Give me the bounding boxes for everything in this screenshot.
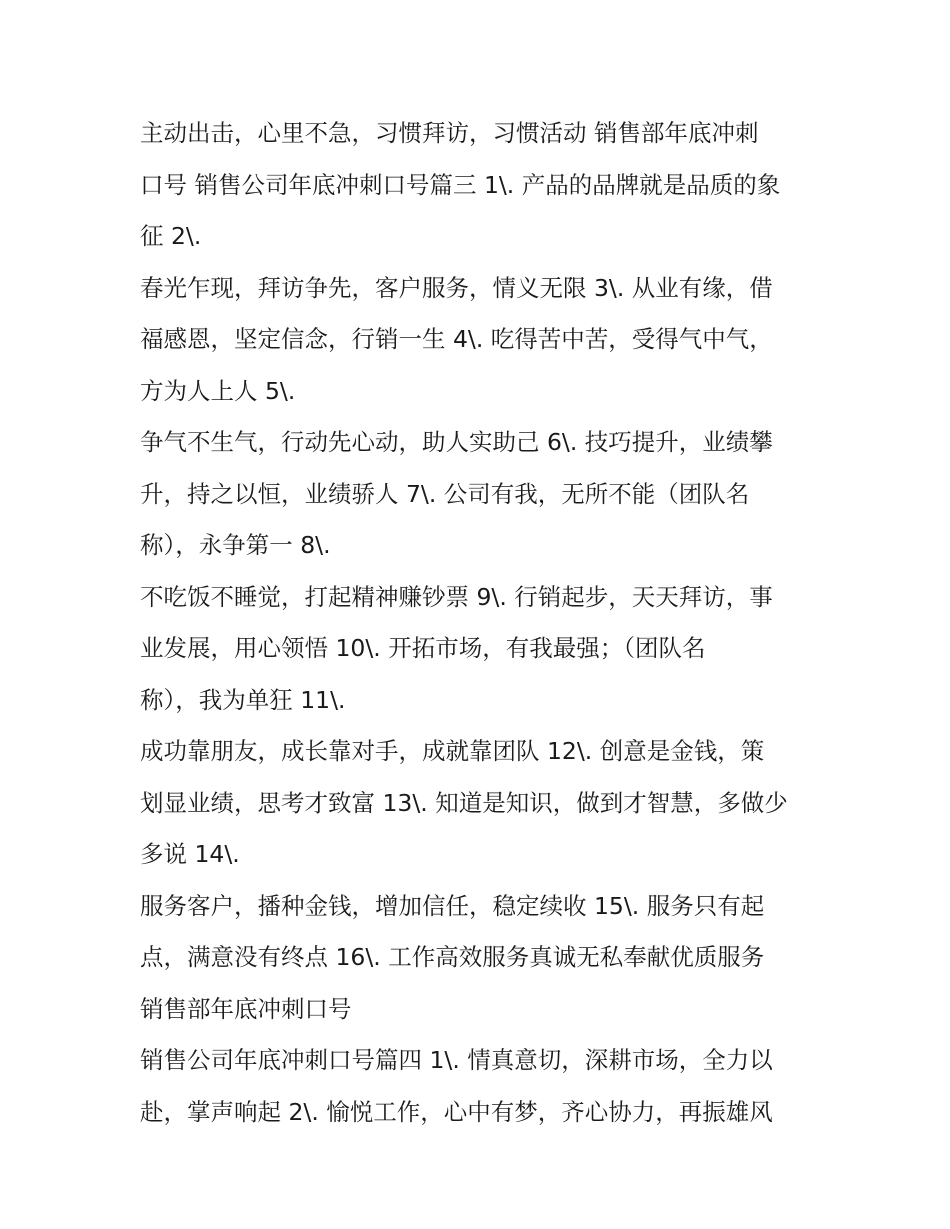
text-line: 服务客户，播种金钱，增加信任，稳定续收 15\. 服务只有起: [140, 891, 765, 920]
text-line: 销售公司年底冲刺口号篇四 1\. 情真意切，深耕市场，全力以: [140, 1046, 773, 1074]
text-line: 福感恩，坚定信念，行销一生 4\. 吃得苦中苦，受得气中气，: [140, 325, 773, 353]
text-line: 点，满意没有终点 16\. 工作高效服务真诚无私奉献优质服务: [140, 943, 765, 971]
body-text: [140, 108, 830, 1138]
text-line: 争气不生气，行动先心动，助人实助己 6\. 技巧提升，业绩攀: [140, 428, 773, 456]
text-line: 春光乍现，拜访争先，客户服务，情义无限 3\. 从业有缘，借: [140, 273, 773, 302]
text-line: 销售部年底冲刺口号: [140, 994, 352, 1023]
text-line: 成功靠朋友，成长靠对手，成就靠团队 12\. 创意是金钱，策: [140, 737, 765, 765]
text-line: 口号 销售公司年底冲刺口号篇三 1\. 产品的品牌就是品质的象: [140, 170, 781, 199]
text-line: 征 2\.: [140, 222, 202, 250]
text-line: 不吃饭不睡觉，打起精神赚钞票 9\. 行销起步，天天拜访，事: [140, 582, 773, 611]
text-line: 方为人上人 5\.: [140, 376, 296, 405]
text-line: 多说 14\.: [140, 840, 240, 868]
text-line: 主动出击，心里不急，习惯拜访，习惯活动 销售部年底冲刺: [140, 119, 759, 147]
text-line: 划显业绩，思考才致富 13\. 知道是知识，做到才智慧，多做少: [140, 788, 788, 817]
text-line: 赴，掌声响起 2\. 愉悦工作，心中有梦，齐心协力，再振雄风: [140, 1097, 773, 1126]
text-line: 称），永争第一 8\.: [140, 531, 331, 559]
text-line: 升，持之以恒，业绩骄人 7\. 公司有我，无所不能（团队名: [140, 479, 750, 508]
text-line: 业发展，用心领悟 10\. 开拓市场，有我最强；（团队名: [140, 634, 706, 662]
text-line: 称），我为单狂 11\.: [140, 685, 346, 714]
